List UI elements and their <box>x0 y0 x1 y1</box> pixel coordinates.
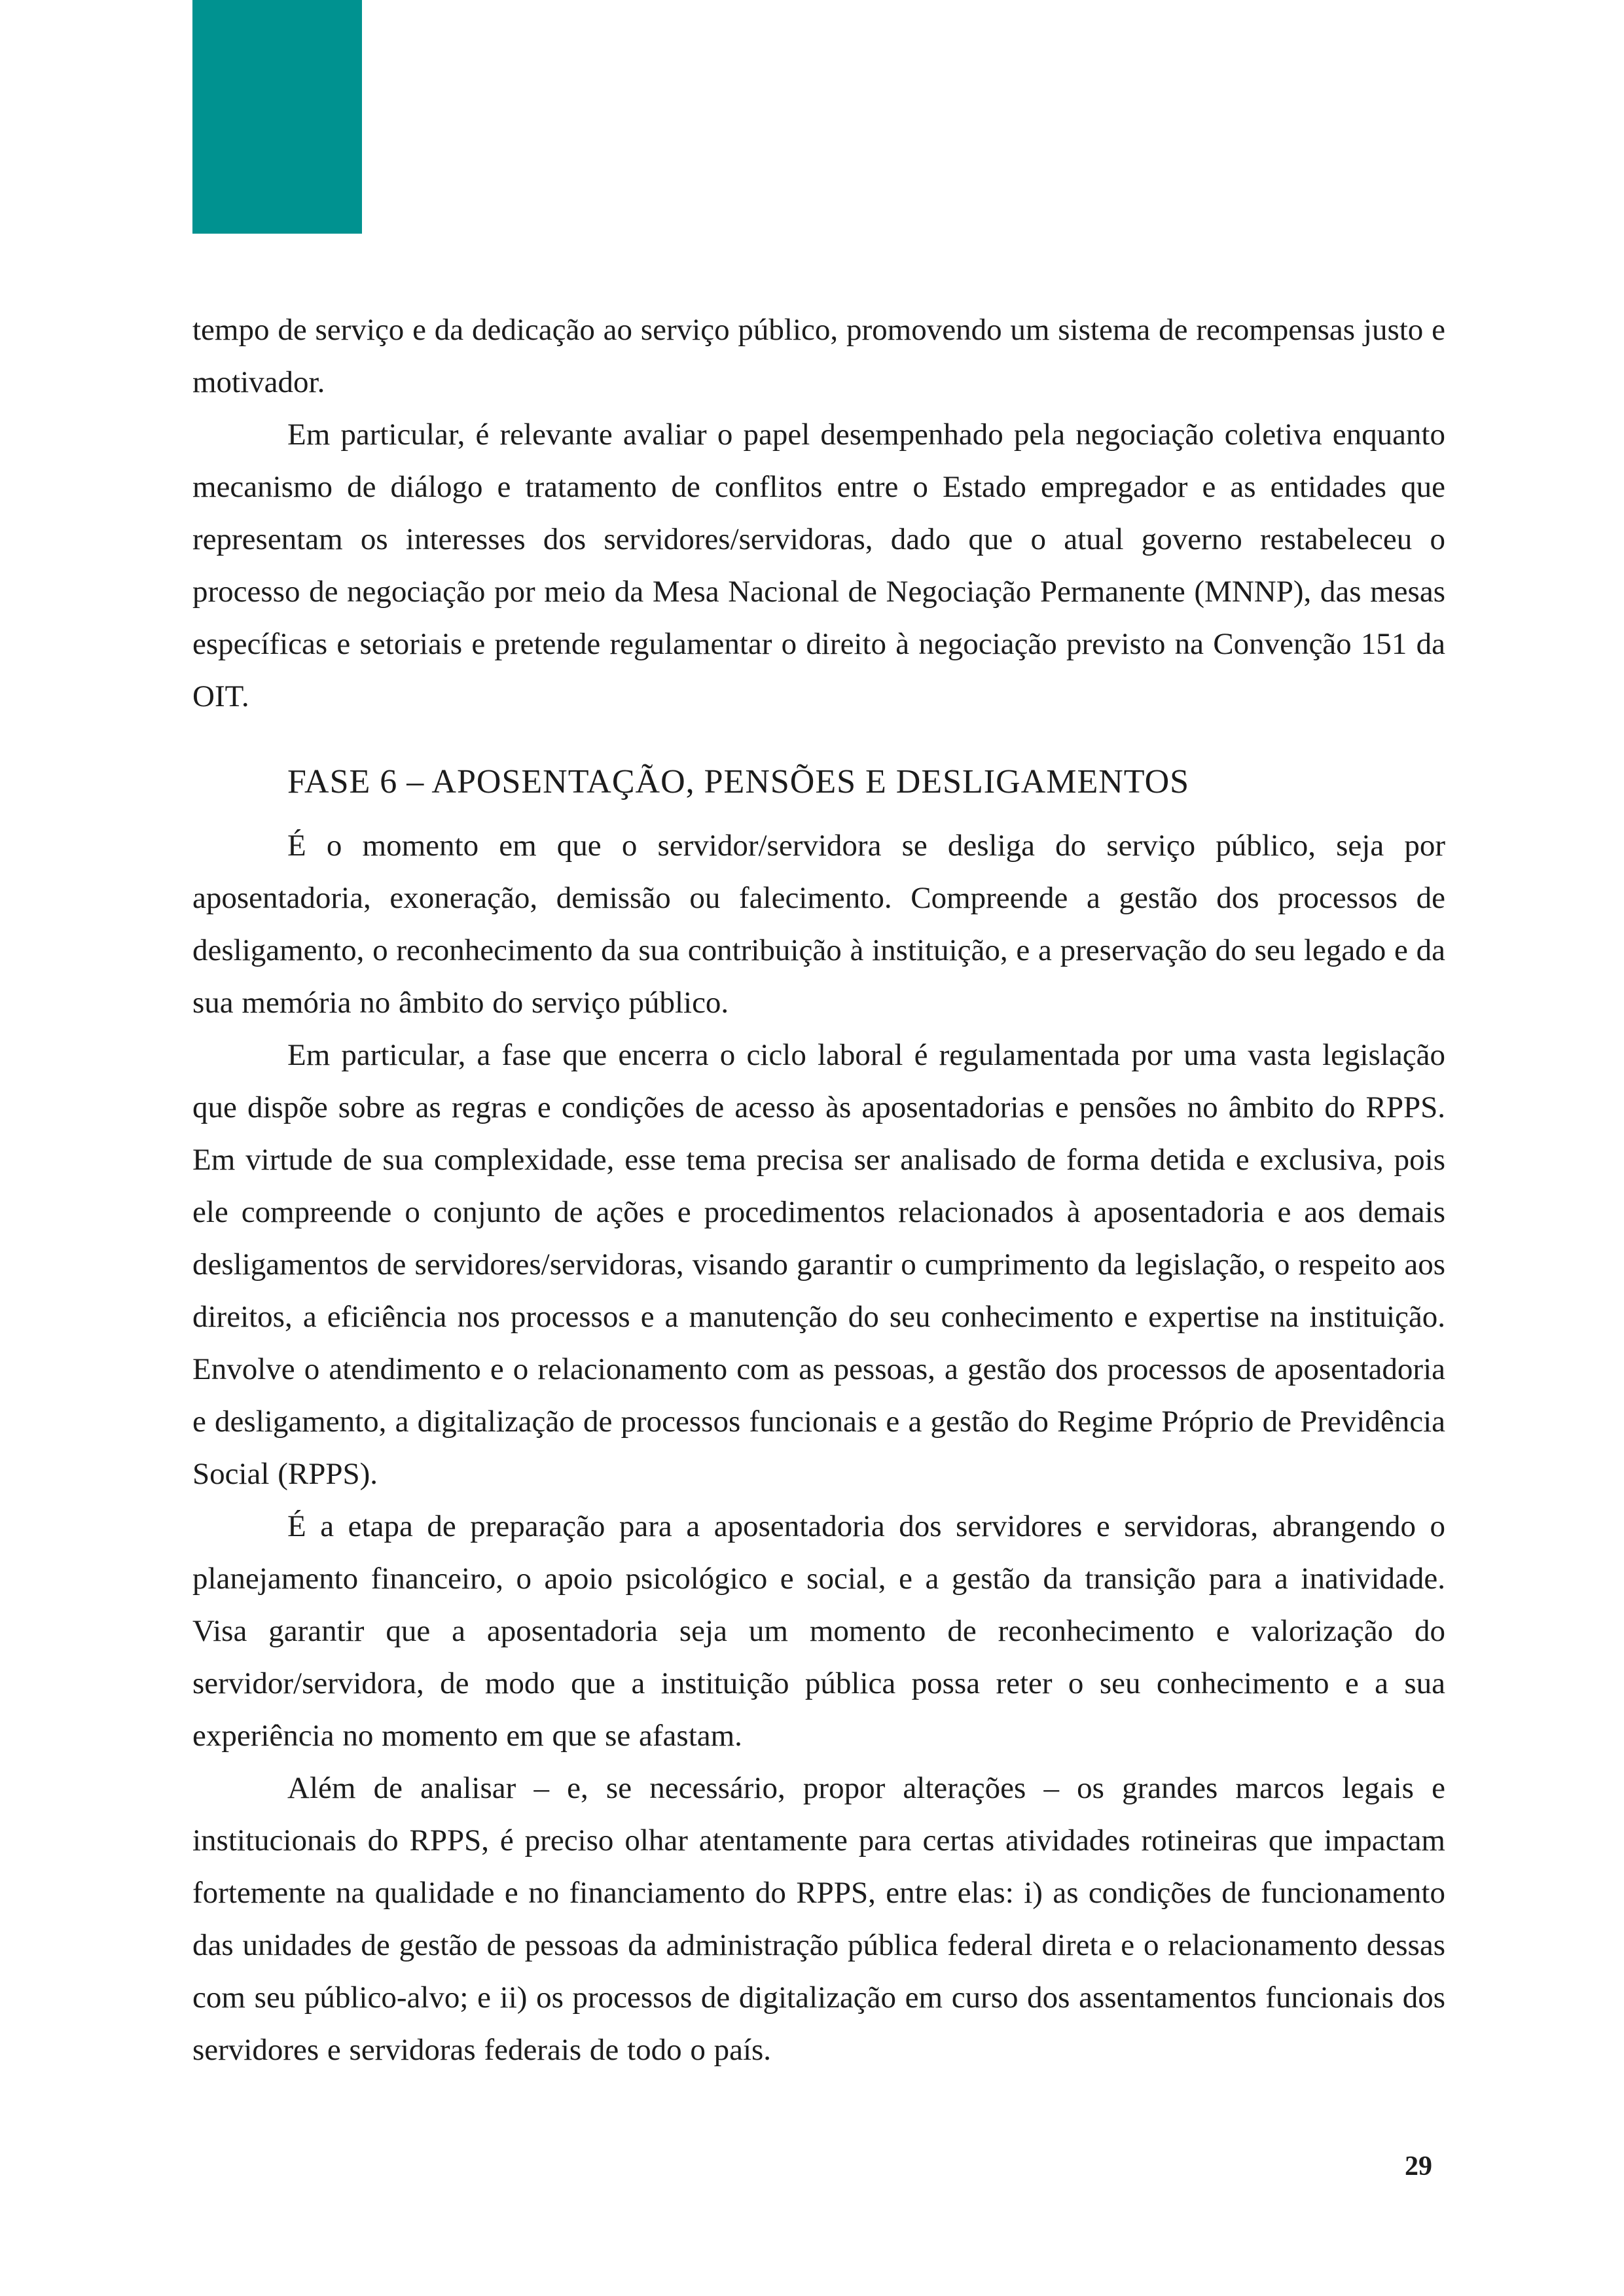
body-paragraph-2: Em particular, é relevante avaliar o papel desempenhado pela negociação coletiva enquanto mecanismo de diálogo e tratamento de conflitos entre o Estado empregador e as entidades que representam os interesses dos servidores/servidoras, dado que o atual governo restabeleceu o processo de negociação por meio da Mesa Nacional de Negociação Permanente (MNNP), das mesas específicas e setoriais e pretende regulamentar o direito à negociação previsto na Convenção 151 da OIT. <box>192 418 1445 713</box>
body-paragraph-1: tempo de serviço e da dedicação ao serviço público, promovendo um sistema de recompensas justo e motivador. <box>192 313 1445 399</box>
body-paragraph-4: Em particular, a fase que encerra o ciclo laboral é regulamentada por uma vasta legislação que dispõe sobre as regras e condições de acesso às aposentadorias e pensões no âmbito do RPPS. Em virtude de sua complexidade, esse tema precisa ser analisado de forma detida e exclusiva, pois ele compreende o conjunto de ações e procedimentos relacionados à aposentadoria e aos demais desligamentos de servidores/servidoras, visando garantir o cumprimento da legislação, o respeito aos direitos, a eficiência nos processos e a manutenção do seu conhecimento e expertise na instituição. Envolve o atendimento e o relacionamento com as pessoas, a gestão dos processos de aposentadoria e desligamento, a digitalização de processos funcionais e a gestão do Regime Próprio de Previdência Social (RPPS). <box>192 1038 1445 1491</box>
body-paragraph-3: É o momento em que o servidor/servidora se desliga do serviço público, seja por aposentadoria, exoneração, demissão ou falecimento. Compreende a gestão dos processos de desligamento, o reconhecimento da sua contribuição à instituição, e a preservação do seu legado e da sua memória no âmbito do serviço público. <box>192 829 1445 1020</box>
body-text-column <box>192 304 1445 2076</box>
decorative-teal-rectangle <box>192 0 362 234</box>
page-number: 29 <box>1405 2151 1432 2181</box>
body-paragraph-6: Além de analisar – e, se necessário, propor alterações – os grandes marcos legais e institucionais do RPPS, é preciso olhar atentamente para certas atividades rotineiras que impactam fortemente na qualidade e no financiamento do RPPS, entre elas: i) as condições de funcionamento das unidades de gestão de pessoas da administração pública federal direta e o relacionamento dessas com seu público-alvo; e ii) os processos de digitalização em curso dos assentamentos funcionais dos servidores e servidoras federais de todo o país. <box>192 1771 1445 2067</box>
body-paragraph-5: É a etapa de preparação para a aposentadoria dos servidores e servidoras, abrangendo o planejamento financeiro, o apoio psicológico e social, e a gestão da transição para a inatividade. Visa garantir que a aposentadoria seja um momento de reconhecimento e valorização do servidor/servidora, de modo que a instituição pública possa reter o seu conhecimento e a sua experiência no momento em que se afastam. <box>192 1509 1445 1753</box>
section-heading-fase-6: FASE 6 – APOSENTAÇÃO, PENSÕES E DESLIGAMENTOS <box>287 763 1190 800</box>
